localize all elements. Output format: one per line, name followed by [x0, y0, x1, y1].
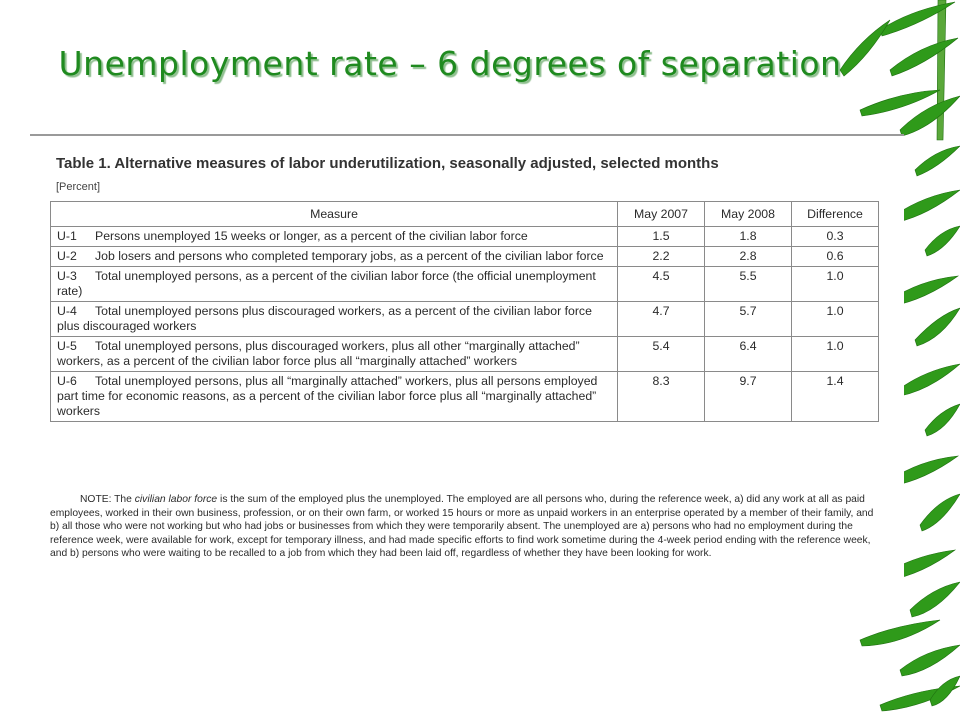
- measure-text: Total unemployed persons plus discouraged workers, as a percent of the civilian labor force plus discouraged workers: [57, 304, 592, 333]
- measure-code: U-4: [57, 304, 77, 318]
- measure-text: Total unemployed persons, plus all “marginally attached” workers, plus all persons employed part time for economic reasons, as a percent of the civilian labor force plus all “marginally attached” workers: [57, 374, 598, 418]
- value-may-2007: 4.7: [618, 302, 705, 337]
- value-difference: 0.6: [792, 247, 879, 267]
- measure-cell: [51, 302, 618, 337]
- value-may-2008: 2.8: [705, 247, 792, 267]
- table-row: [51, 337, 879, 372]
- table-row: [51, 372, 879, 422]
- value-may-2007: 1.5: [618, 227, 705, 247]
- value-difference: 1.0: [792, 337, 879, 372]
- measure-code: U-2: [57, 249, 77, 263]
- table-row: [51, 302, 879, 337]
- value-may-2008: 1.8: [705, 227, 792, 247]
- value-difference: 1.0: [792, 302, 879, 337]
- measure-code: U-5: [57, 339, 77, 353]
- value-may-2007: 2.2: [618, 247, 705, 267]
- measure-cell: [51, 372, 618, 422]
- measure-text: Job losers and persons who completed temporary jobs, as a percent of the civilian labor force: [95, 249, 604, 263]
- value-difference: 0.3: [792, 227, 879, 247]
- table-unit: [Percent]: [56, 181, 101, 193]
- measure-cell: [51, 267, 618, 302]
- value-may-2008: 9.7: [705, 372, 792, 422]
- value-may-2007: 4.5: [618, 267, 705, 302]
- table-card: [30, 134, 904, 590]
- header-difference: Difference: [792, 202, 879, 227]
- note-prefix: NOTE: The: [80, 494, 135, 505]
- value-difference: 1.0: [792, 267, 879, 302]
- slide-title: Unemployment rate – 6 degrees of separation: [58, 44, 842, 83]
- measure-text: Persons unemployed 15 weeks or longer, as a percent of the civilian labor force: [95, 229, 528, 243]
- measure-cell: [51, 337, 618, 372]
- value-may-2008: 5.5: [705, 267, 792, 302]
- header-measure: Measure: [51, 202, 618, 227]
- table-row: [51, 247, 879, 267]
- value-difference: 1.4: [792, 372, 879, 422]
- measure-cell: [51, 227, 618, 247]
- value-may-2007: 8.3: [618, 372, 705, 422]
- header-may-2007: May 2007: [618, 202, 705, 227]
- table-header-row: [51, 202, 879, 227]
- note-body: is the sum of the employed plus the unemployed. The employed are all persons who, during the reference week, a) did any work at all as paid employees, worked in their own business, profession, or on their own farm, or worked 15 hours or more as unpaid workers in an enterprise operated by a member of their family, and b) all those who were not working but who had jobs or businesses from which they were temporarily absent. The unemployed are a) persons who had no employment during the reference week, were available for work, except for temporary illness, and had made specific efforts to find work sometime during the 4-week period ending with the reference week, and b) persons who were waiting to be recalled to a job from which they had been laid off, regardless of whether they have been looking for work.: [50, 494, 874, 559]
- measure-code: U-3: [57, 269, 77, 283]
- value-may-2008: 6.4: [705, 337, 792, 372]
- value-may-2008: 5.7: [705, 302, 792, 337]
- table-note: [50, 493, 882, 561]
- note-emphasis: civilian labor force: [134, 494, 218, 505]
- value-may-2007: 5.4: [618, 337, 705, 372]
- measure-text: Total unemployed persons, plus discouraged workers, plus all other “marginally attached” workers, as a percent of the civilian labor force plus all “marginally attached” workers: [57, 339, 580, 368]
- header-may-2008: May 2008: [705, 202, 792, 227]
- table-row: [51, 227, 879, 247]
- measure-code: U-1: [57, 229, 77, 243]
- table-row: [51, 267, 879, 302]
- measure-code: U-6: [57, 374, 77, 388]
- measures-table: [50, 201, 879, 422]
- table-title: Table 1. Alternative measures of labor underutilization, seasonally adjusted, selected months: [56, 155, 719, 172]
- measure-cell: [51, 247, 618, 267]
- measure-text: Total unemployed persons, as a percent of the civilian labor force (the official unemployment rate): [57, 269, 596, 298]
